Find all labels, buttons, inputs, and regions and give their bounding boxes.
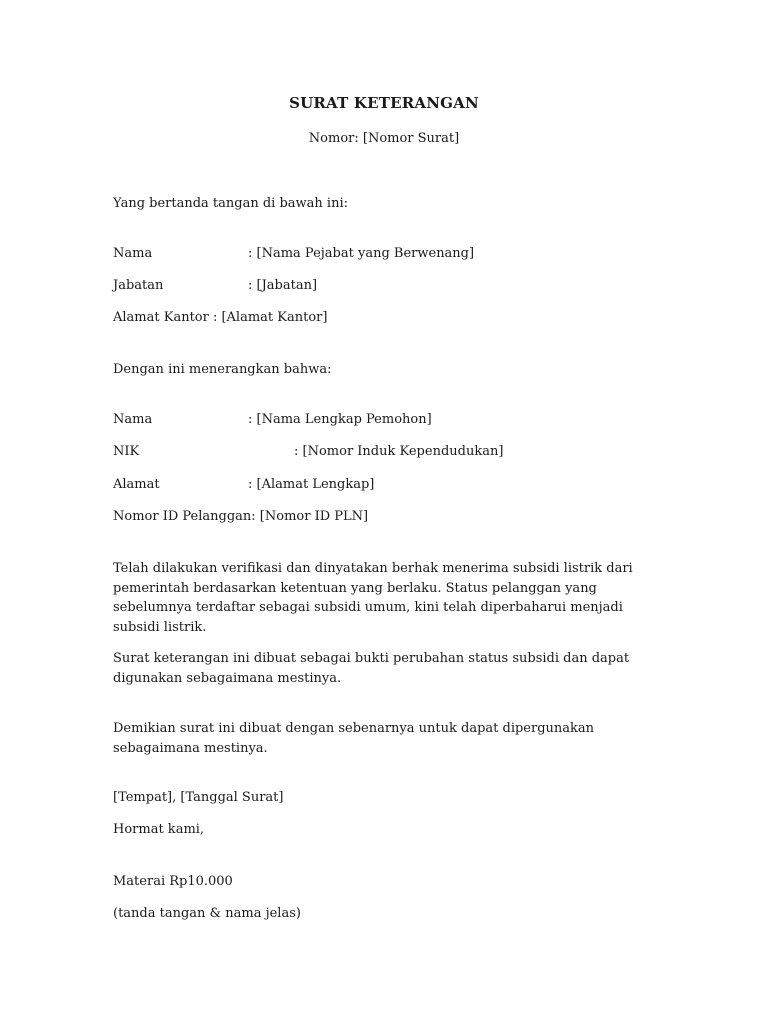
statement-line: Dengan ini menerangkan bahwa: (113, 362, 332, 377)
applicant-nik-value: : [Nomor Induk Kependudukan] (294, 444, 504, 459)
applicant-address-label: Alamat (113, 477, 160, 492)
applicant-address-value: : [Alamat Lengkap] (248, 477, 375, 492)
letter-title: SURAT KETERANGAN (289, 94, 479, 112)
applicant-nik-label: NIK (113, 444, 140, 459)
closing-paragraph: Demikian surat ini dibuat dengan sebenarnya untuk dapat dipergunakan sebagaimana mestinya. (113, 721, 595, 756)
official-name-value: : [Nama Pejabat yang Berwenang] (248, 246, 475, 261)
place-date-line: [Tempat], [Tanggal Surat] (113, 790, 284, 805)
letter-number: Nomor: [Nomor Surat] (308, 131, 460, 146)
customer-id-line: Nomor ID Pelanggan: [Nomor ID PLN] (113, 509, 369, 524)
official-position-value: : [Jabatan] (248, 278, 318, 293)
signature-note: (tanda tangan & nama jelas) (113, 906, 301, 921)
official-position-label: Jabatan (113, 278, 164, 293)
closing-greeting: Hormat kami, (113, 822, 205, 837)
applicant-name-label: Nama (113, 412, 153, 427)
verification-paragraph: Telah dilakukan verifikasi dan dinyatakan berhak menerima subsidi listrik dari pemerintah berdasarkan ketentuan yang berlaku. Status pelanggan yang sebelumnya terdaftar sebagai subsidi umum, kini telah diperbaharui menjadi subsidi listrik. (113, 561, 633, 635)
intro-line: Yang bertanda tangan di bawah ini: (113, 196, 348, 211)
purpose-paragraph: Surat keterangan ini dibuat sebagai bukti perubahan status subsidi dan dapat digunakan sebagaimana mestinya. (113, 651, 630, 686)
applicant-name-value: : [Nama Lengkap Pemohon] (248, 412, 432, 427)
stamp-duty-line: Materai Rp10.000 (113, 874, 233, 889)
office-address-line: Alamat Kantor : [Alamat Kantor] (113, 310, 328, 325)
official-name-label: Nama (113, 246, 153, 261)
